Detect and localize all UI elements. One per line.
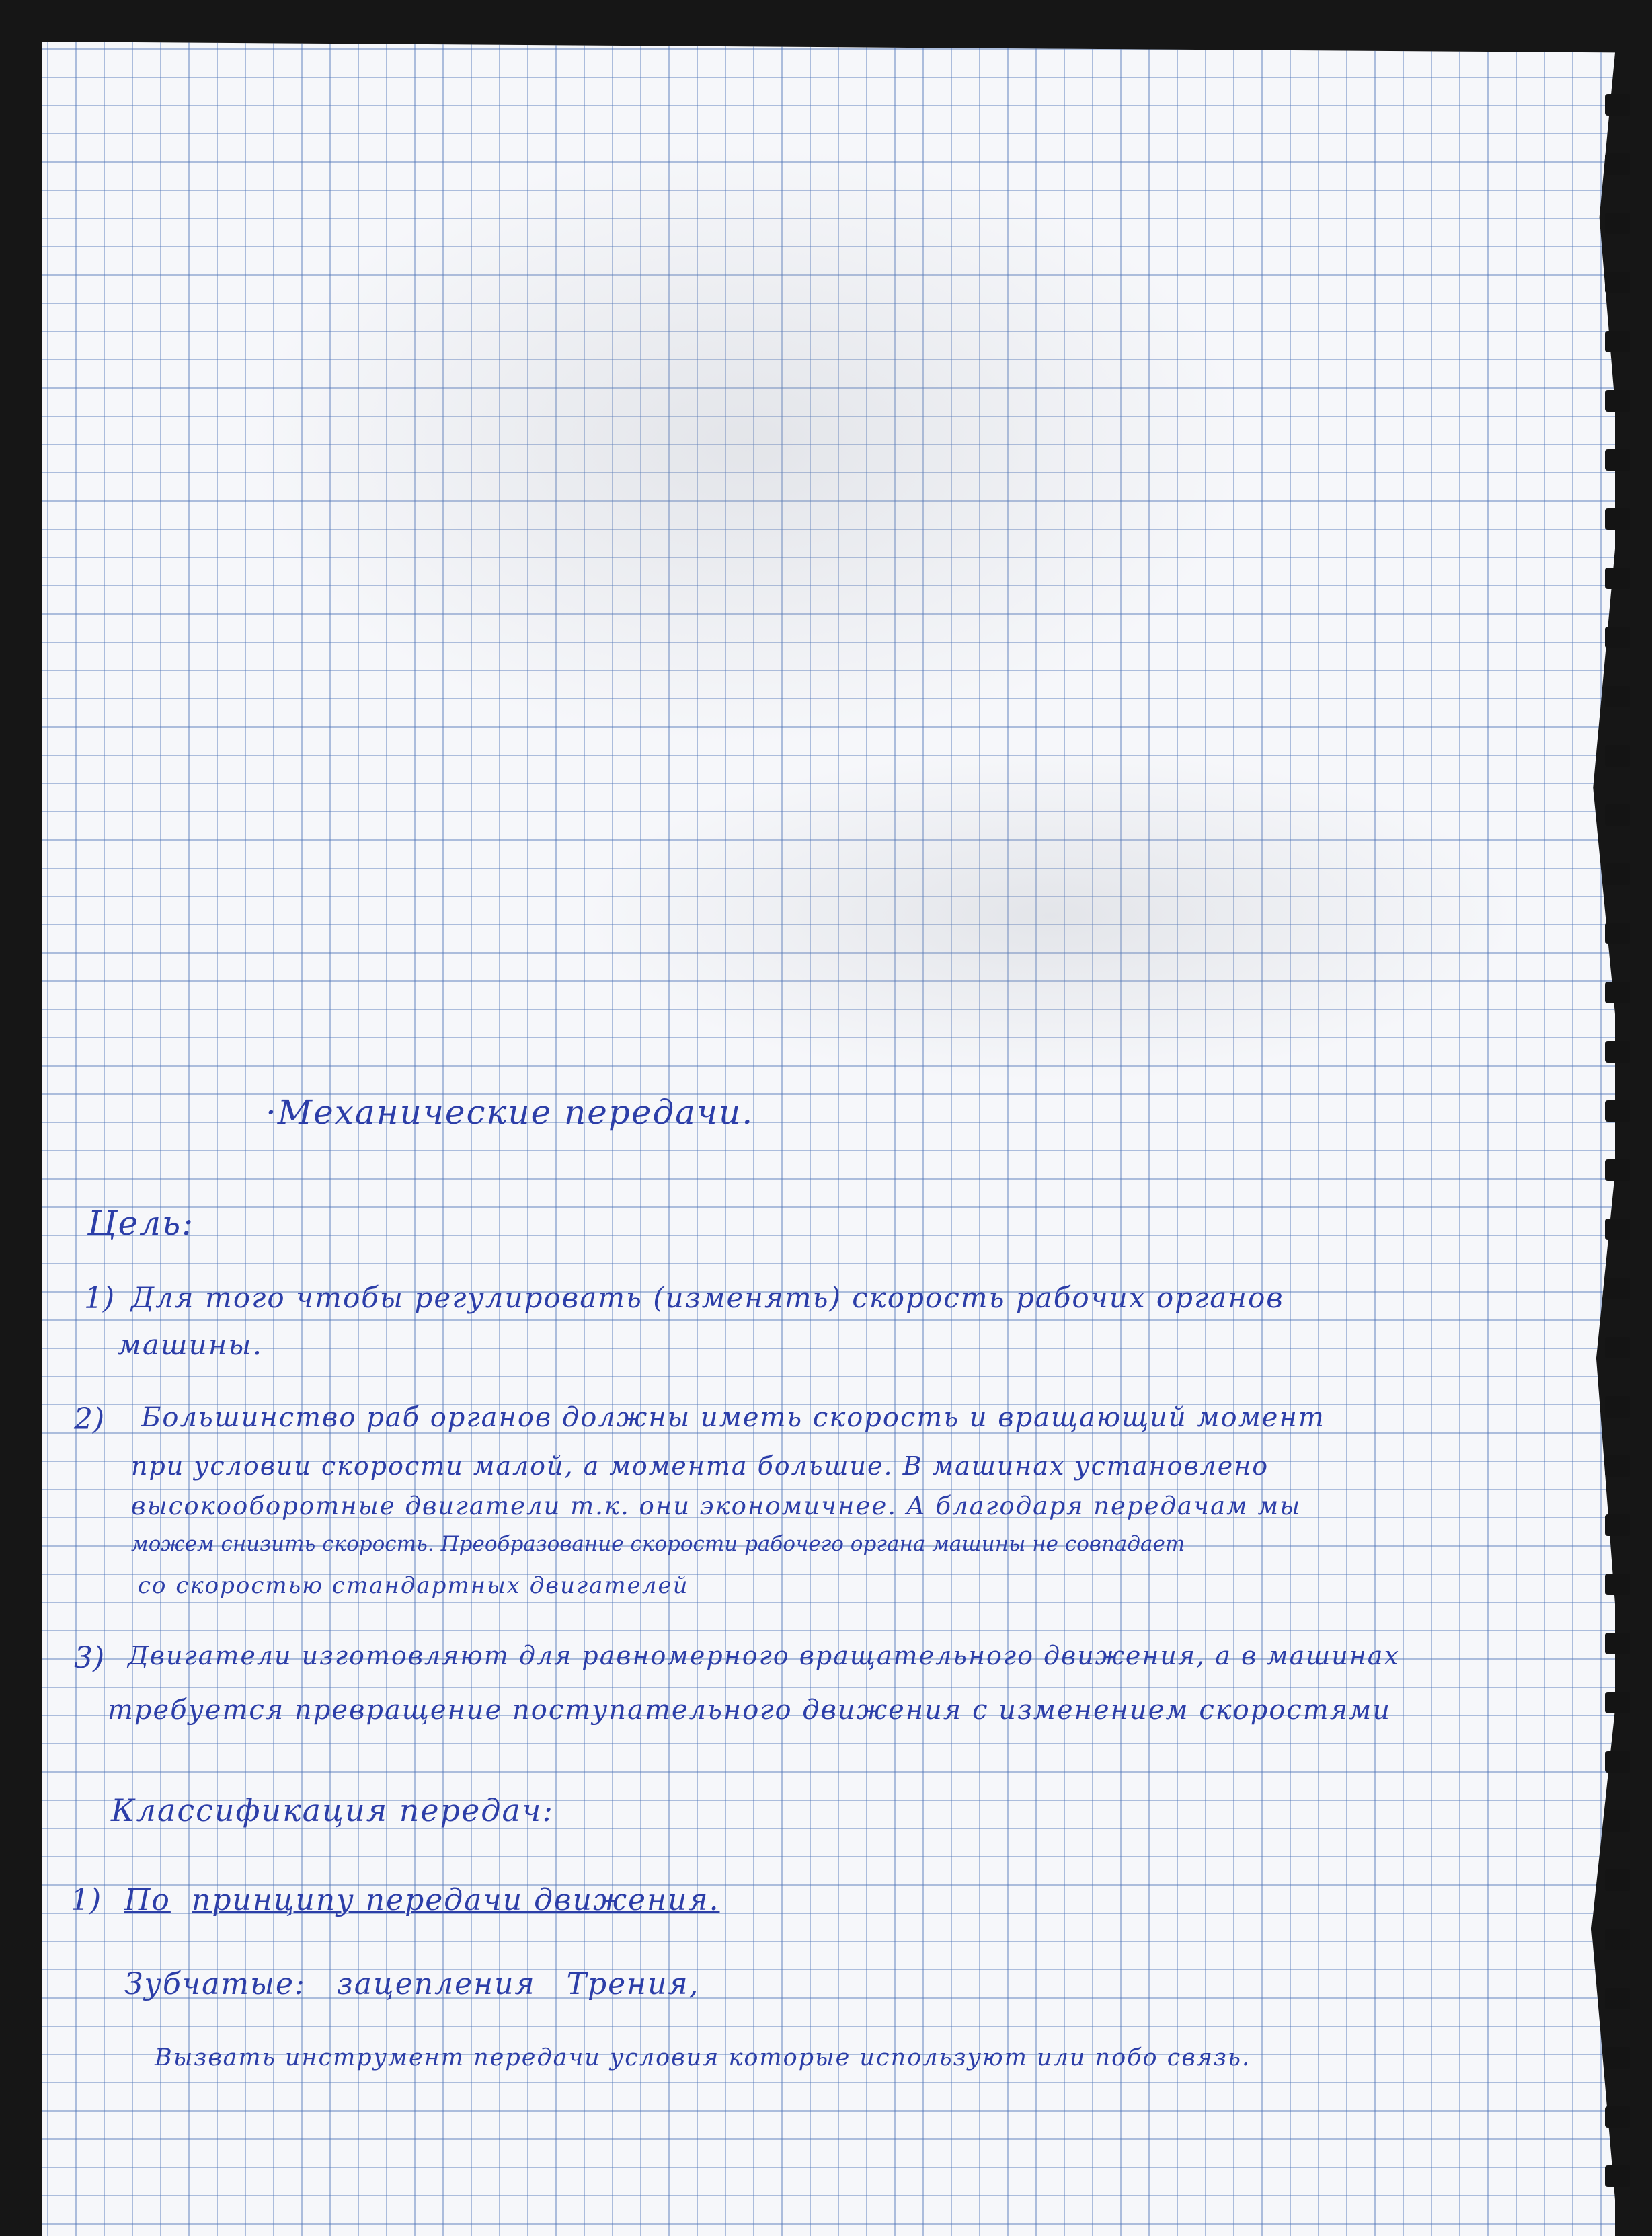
paper-stain xyxy=(580,748,1521,1084)
binding-hole xyxy=(1605,1100,1630,1122)
binding-hole xyxy=(1605,1751,1630,1773)
classification-heading: Классификация передач: xyxy=(111,1792,555,1828)
item-line: можем снизить скорость. Преобразование скорости рабочего органа машины не совпадает xyxy=(131,1532,1185,1556)
class-item-prefix: По xyxy=(124,1883,171,1917)
item-line: высокооборотные двигатели т.к. они экономичнее. А благодаря передачам мы xyxy=(131,1492,1302,1520)
binding-hole xyxy=(1605,1396,1630,1418)
goal-heading: Цель: xyxy=(87,1204,195,1243)
item-line: при условии скорости малой, а момента большие. В машинах установлено xyxy=(131,1451,1269,1481)
binding-hole xyxy=(1605,1633,1630,1654)
binding-hole xyxy=(1605,508,1630,530)
binding-hole xyxy=(1605,331,1630,352)
binding-hole xyxy=(1605,745,1630,767)
item-line: Двигатели изготовляют для равномерного вращательного движения, а в машинах xyxy=(128,1641,1400,1670)
binding-hole xyxy=(1605,1041,1630,1063)
binding-hole xyxy=(1605,1810,1630,1832)
binding-hole xyxy=(1605,627,1630,648)
binding-hole xyxy=(1605,1692,1630,1713)
item-number: 3) xyxy=(74,1641,105,1675)
binding-hole xyxy=(1605,153,1630,175)
binding-hole xyxy=(1605,213,1630,234)
binding-hole xyxy=(1605,1337,1630,1358)
binding-hole xyxy=(1605,1278,1630,1299)
item-line: Большинство раб органов должны иметь скорость и вращающий момент xyxy=(141,1402,1325,1433)
class-item-text: принципу передачи движения. xyxy=(192,1883,720,1917)
binding-hole xyxy=(1605,1929,1630,1950)
binding-hole xyxy=(1605,2165,1630,2187)
item-line: со скоростью стандартных двигателей xyxy=(138,1572,689,1599)
binding-hole xyxy=(1605,923,1630,944)
binding-hole xyxy=(1605,2047,1630,2069)
binding-hole xyxy=(1605,1219,1630,1240)
page-title: ·Механические передачи. xyxy=(266,1093,754,1132)
paper-stain xyxy=(243,143,1252,748)
item-line: требуется превращение поступательного движения с изменением скоростями xyxy=(108,1695,1392,1726)
binding-hole xyxy=(1605,272,1630,293)
binding-hole xyxy=(1605,568,1630,589)
types-line: Зубчатые: зацепления Трения, xyxy=(124,1967,700,2001)
item-number: 1) xyxy=(84,1281,115,1315)
binding-hole xyxy=(1605,982,1630,1003)
binding-hole xyxy=(1605,94,1630,116)
binding-hole xyxy=(1605,1988,1630,2009)
binding-hole xyxy=(1605,1159,1630,1181)
binding-hole xyxy=(1605,2106,1630,2128)
binding-hole xyxy=(1605,449,1630,471)
binding-hole xyxy=(1605,686,1630,707)
binding-hole xyxy=(1605,804,1630,826)
item-line: машины. xyxy=(118,1328,263,1361)
binding-hole xyxy=(1605,1455,1630,1477)
binding-hole xyxy=(1605,1869,1630,1891)
binding-hole xyxy=(1605,390,1630,412)
binding-hole xyxy=(1605,1574,1630,1595)
binding-hole xyxy=(1605,863,1630,885)
item-number: 2) xyxy=(74,1402,105,1436)
last-line: Вызвать инструмент передачи условия которые используют или побо связь. xyxy=(155,2044,1251,2071)
item-line: Для того чтобы регулировать (изменять) скорость рабочих органов xyxy=(131,1281,1284,1314)
spiral-binding-holes xyxy=(1597,94,1637,2219)
binding-hole xyxy=(1605,1514,1630,1536)
item-number: 1) xyxy=(71,1883,102,1917)
